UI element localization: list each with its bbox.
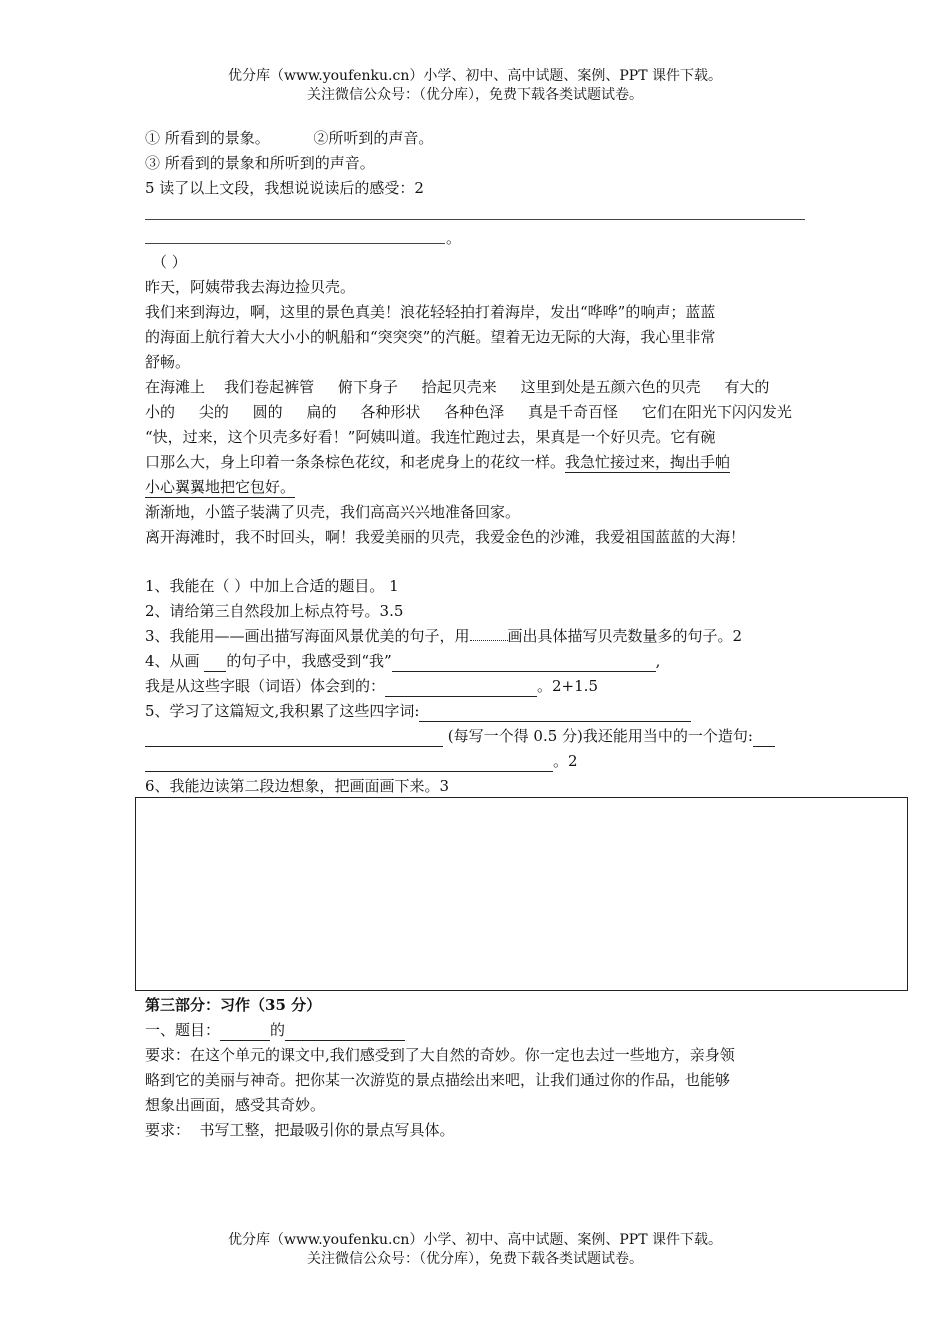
option-1: ① 所看到的景象。 bbox=[145, 129, 270, 147]
question-6: 6、我能边读第二段边想象，把画面画下来。3 bbox=[145, 777, 450, 795]
question-5-row3 bbox=[145, 751, 578, 772]
passage-paragraph-5: 渐渐地，小篮子装满了贝壳，我们高高兴兴地准备回家。 bbox=[145, 503, 521, 521]
passage-paragraph-2-line1: 我们来到海边，啊，这里的景色真美！浪花轻轻拍打着海岸，发出“哗哗”的响声；蓝蓝 bbox=[145, 303, 716, 321]
answer-line-short[interactable] bbox=[145, 243, 445, 244]
passage-paragraph-4-line2 bbox=[145, 452, 730, 473]
question-5-feelings: 5 读了以上文段，我想说说读后的感受：2 bbox=[145, 179, 424, 197]
essay-requirement-line1: 要求：在这个单元的课文中,我们感受到了大自然的奇妙。你一定也去过一些地方，亲身领 bbox=[145, 1046, 735, 1064]
drawing-box[interactable] bbox=[135, 797, 908, 991]
question-4-text-c: , bbox=[655, 652, 661, 670]
question-4 bbox=[145, 651, 660, 672]
question-4-text-d: 我是从这些字眼（词语）体会到的： bbox=[145, 677, 386, 695]
question-4-text-e: 。2+1.5 bbox=[537, 677, 598, 695]
passage-paragraph-6: 离开海滩时，我不时回头，啊！我爱美丽的贝壳，我爱金色的沙滩，我爱祖国蓝蓝的大海！ bbox=[145, 528, 746, 546]
page-footer-line1: 优分库（www.youfenku.cn）小学、初中、高中试题、案例、PPT 课件下载。 bbox=[227, 1232, 722, 1248]
title-blank[interactable]: （ ） bbox=[152, 253, 187, 271]
question-5-row2 bbox=[145, 726, 775, 747]
underlined-sentence-part1: 我急忙接过来，掏出手帕 bbox=[565, 453, 731, 471]
passage-paragraph-2-line2: 的海面上航行着大大小小的帆船和“突突突”的汽艇。望着无边无际的大海，我心里非常 bbox=[145, 328, 716, 346]
underline-sample bbox=[204, 651, 226, 672]
answer-line[interactable] bbox=[145, 219, 805, 220]
passage-paragraph-3-line1: 在海滩上 我们卷起裤管 俯下身子 拾起贝壳来 这里到处是五颜六色的贝壳 有大的 bbox=[145, 378, 770, 396]
question-3 bbox=[145, 626, 742, 646]
passage-paragraph-3-line2: 小的 尖的 圆的 扁的 各种形状 各种色泽 真是千奇百怪 它们在阳光下闪闪发光 bbox=[145, 403, 792, 421]
essay-topic bbox=[145, 1020, 405, 1041]
question-5-text-a: 5、学习了这篇短文,我积累了这些四字词: bbox=[145, 702, 420, 720]
option-3: ③ 所看到的景象和所听到的声音。 bbox=[145, 154, 375, 172]
question-5 bbox=[145, 701, 691, 722]
question-4-text-a: 4、从画 bbox=[145, 652, 205, 670]
end-mark: 。 bbox=[446, 229, 462, 247]
question-2: 2、请给第三自然段加上标点符号。3.5 bbox=[145, 602, 404, 620]
essay-topic-de: 的 bbox=[270, 1021, 286, 1039]
essay-requirement-2: 要求： 书写工整，把最吸引你的景点写具体。 bbox=[145, 1121, 455, 1139]
question-5-text-b: (每写一个得 0.5 分)我还能用当中的一个造句: bbox=[447, 727, 753, 745]
passage-paragraph-4-line3 bbox=[145, 477, 295, 498]
page-footer-line2: 关注微信公众号：（优分库），免费下载各类试题试卷。 bbox=[307, 1251, 643, 1267]
answer-blank-idioms-2[interactable] bbox=[145, 726, 443, 747]
underlined-sentence-part2: 小心翼翼地把它包好。 bbox=[145, 478, 296, 496]
answer-blank-words[interactable] bbox=[385, 676, 537, 697]
essay-requirement-line3: 想象出画面，感受其奇妙。 bbox=[145, 1096, 326, 1114]
answer-blank-idioms[interactable] bbox=[419, 701, 691, 722]
page-header-line2: 关注微信公众号：（优分库），免费下载各类试题试卷。 bbox=[307, 87, 643, 103]
question-3-text-a: 3、我能用——画出描写海面风景优美的句子，用 bbox=[145, 627, 470, 645]
passage-paragraph-2-line3: 舒畅。 bbox=[145, 353, 191, 371]
question-3-text-b: 画出具体描写贝壳数量多的句子。2 bbox=[507, 627, 743, 645]
question-4-words bbox=[145, 676, 598, 697]
answer-blank-sentence-start[interactable] bbox=[753, 726, 775, 747]
passage-paragraph-4-line2-text: 口那么大，身上印着一条条棕色花纹，和老虎身上的花纹一样。 bbox=[145, 453, 566, 471]
option-row bbox=[145, 128, 433, 148]
passage-paragraph-4-line1: “快，过来，这个贝壳多好看！”阿姨叫道。我连忙跑过去，果真是一个好贝壳。它有碗 bbox=[145, 428, 716, 446]
option-2: ②所听到的声音。 bbox=[313, 129, 434, 147]
essay-topic-blank-2[interactable] bbox=[285, 1020, 405, 1041]
essay-topic-blank-1[interactable] bbox=[220, 1020, 270, 1041]
question-5-text-c: 。2 bbox=[553, 752, 578, 770]
essay-topic-label: 一、题目： bbox=[145, 1021, 221, 1039]
essay-requirement-line2: 略到它的美丽与神奇。把你某一次游览的景点描绘出来吧，让我们通过你的作品，也能够 bbox=[145, 1071, 731, 1089]
passage-paragraph-1: 昨天，阿姨带我去海边捡贝壳。 bbox=[145, 278, 356, 296]
question-4-text-b: 的句子中，我感受到“我” bbox=[226, 652, 392, 670]
answer-blank-feeling[interactable] bbox=[392, 651, 656, 672]
question-1: 1、我能在（ ）中加上合适的题目。 1 bbox=[145, 577, 399, 595]
wavy-line-icon bbox=[470, 630, 508, 641]
part3-heading: 第三部分：习作（35 分） bbox=[145, 996, 322, 1014]
page-header-line1: 优分库（www.youfenku.cn）小学、初中、高中试题、案例、PPT 课件下载。 bbox=[227, 68, 722, 84]
answer-blank-sentence[interactable] bbox=[145, 751, 553, 772]
